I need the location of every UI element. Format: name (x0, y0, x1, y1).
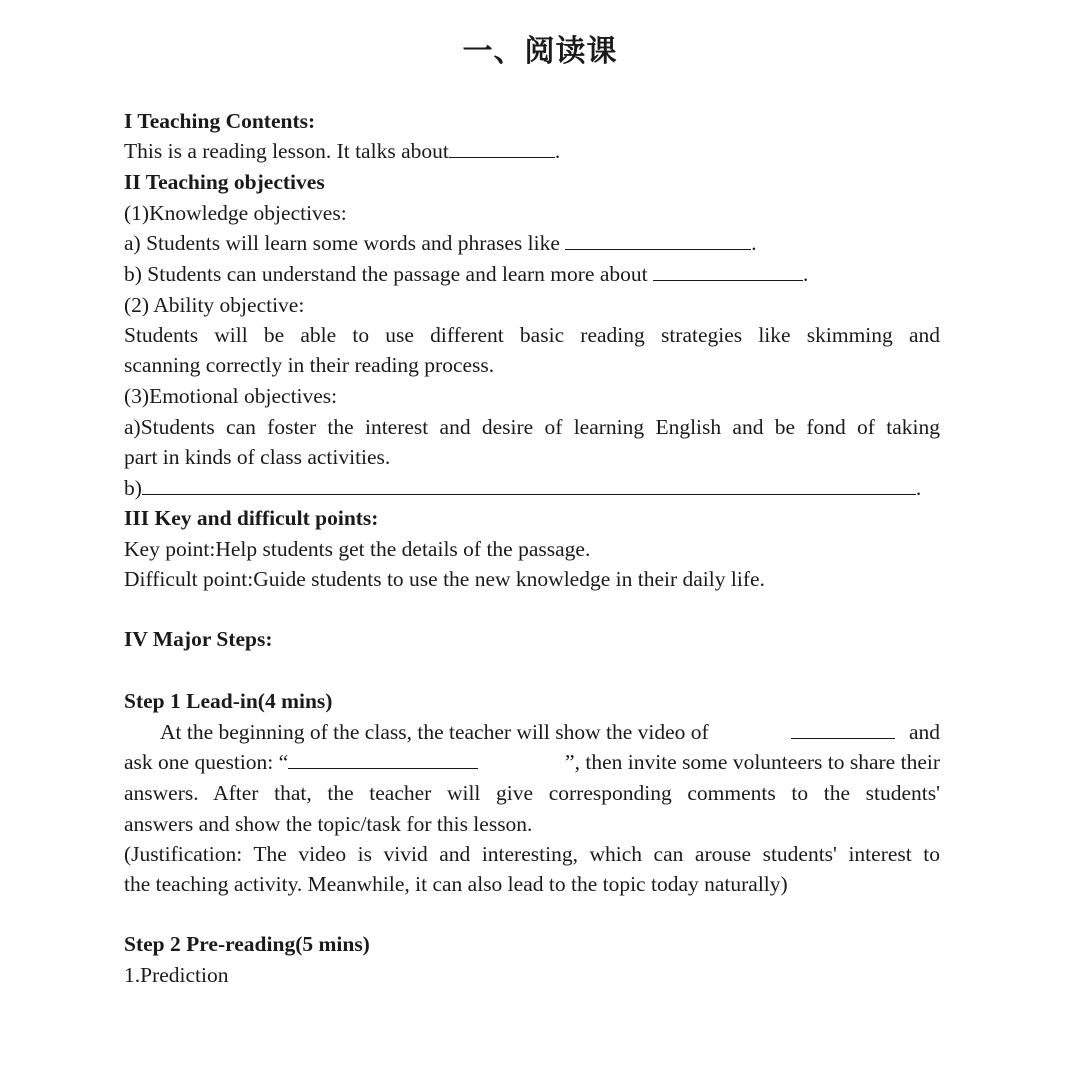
text-segment: ask one question: “ (124, 750, 289, 774)
paragraph-line (124, 749, 940, 775)
text-segment: b) (124, 476, 142, 500)
text-segment: and (908, 720, 940, 744)
heading-teaching-objectives: II Teaching objectives (124, 170, 325, 194)
ability-objective-label: (2) Ability objective: (124, 293, 305, 317)
paragraph-line: answers and show the topic/task for this lesson. (124, 812, 533, 836)
justification-line: (Justification: The video is vivid and interesting, which can arouse students' interest to (124, 842, 940, 866)
fill-in-blank (653, 262, 803, 281)
text-segment: . (915, 476, 922, 500)
teaching-contents-line (124, 138, 940, 164)
fill-in-blank (142, 476, 916, 495)
text-segment: b) Students can understand the passage and learn more about (124, 262, 648, 286)
key-point: Key point:Help students get the details of the passage. (124, 537, 591, 561)
knowledge-objective-b (124, 261, 940, 287)
text-segment: At the beginning of the class, the teacher will show the video of (160, 720, 709, 744)
paragraph-line: scanning correctly in their reading process. (124, 353, 495, 377)
text-segment: This is a reading lesson. It talks about (124, 139, 449, 163)
heading-step-2: Step 2 Pre-reading(5 mins) (124, 932, 370, 956)
text-segment: . (802, 262, 809, 286)
fill-in-blank (288, 750, 478, 769)
heading-step-1: Step 1 Lead-in(4 mins) (124, 689, 333, 713)
text-segment: . (554, 139, 561, 163)
text-group (124, 749, 478, 775)
page-title: 一、阅读课 (462, 34, 618, 69)
fill-in-blank (565, 231, 751, 250)
knowledge-objective-a (124, 230, 940, 256)
prediction-item: 1.Prediction (124, 963, 229, 987)
emotional-objectives-label: (3)Emotional objectives: (124, 384, 338, 408)
text-segment: . (751, 231, 757, 255)
text-group (791, 719, 940, 745)
fill-in-blank (791, 720, 895, 739)
text-segment: ”, then invite some volunteers to share their (565, 750, 940, 774)
heading-key-difficult-points: III Key and difficult points: (124, 506, 379, 530)
emotional-objective-b (124, 475, 940, 501)
paragraph-line: a)Students can foster the interest and desire of learning English and be fond of taking (124, 415, 940, 439)
text-segment: a) Students will learn some words and phrases like (124, 231, 560, 255)
heading-teaching-contents: I Teaching Contents: (124, 109, 316, 133)
difficult-point: Difficult point:Guide students to use the new knowledge in their daily life. (124, 567, 765, 591)
paragraph-line: Students will be able to use different basic reading strategies like skimming and (124, 323, 940, 347)
paragraph-line (160, 719, 940, 745)
paragraph-line: part in kinds of class activities. (124, 445, 391, 469)
fill-in-blank (449, 139, 555, 158)
paragraph-line: answers. After that, the teacher will give corresponding comments to the students' (124, 781, 940, 805)
justification-line: the teaching activity. Meanwhile, it can also lead to the topic today naturally) (124, 872, 788, 896)
heading-major-steps: IV Major Steps: (124, 627, 273, 651)
knowledge-objectives-label: (1)Knowledge objectives: (124, 201, 347, 225)
